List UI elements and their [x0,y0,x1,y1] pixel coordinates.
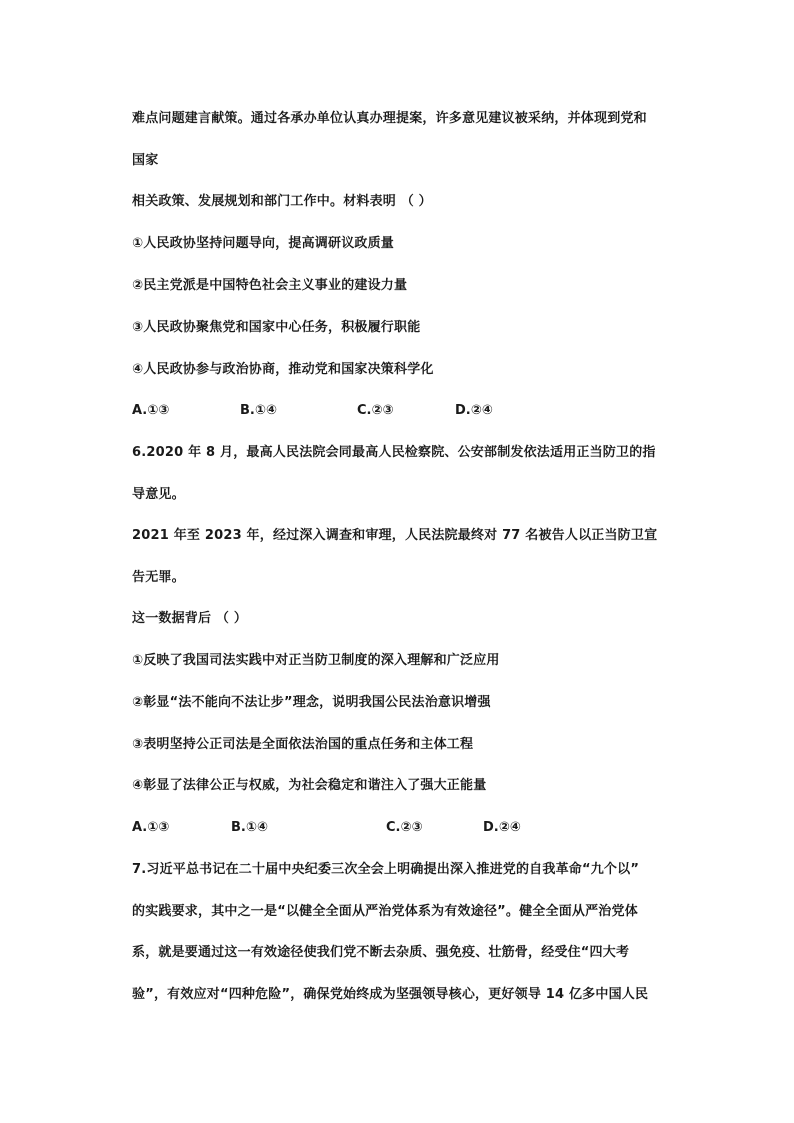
q6-option-b: B.①④ [231,820,268,835]
q6-text-line-4: 告无罪。 [132,570,185,585]
q5-statement-1: ①人民政协坚持问题导向，提高调研议政质量 [132,236,395,251]
q7-text-line-1: 7.习近平总书记在二十届中央纪委三次全会上明确提出深入推进党的自我革命“九个以” [132,862,640,877]
q6-statement-4: ④彰显了法律公正与权威，为社会稳定和谐注入了强大正能量 [132,778,487,793]
q6-option-c: C.②③ [386,820,423,835]
q7-text-line-2: 的实践要求，其中之一是“以健全全面从严治党体系为有效途径”。健全全面从严治党体 [132,904,638,919]
q5-option-a: A.①③ [132,403,170,418]
q5-option-d: D.②④ [455,403,493,418]
q5-option-c: C.②③ [357,403,394,418]
q5-text-line-3: 相关政策、发展规划和部门工作中。材料表明 （ ） [132,194,432,209]
q7-text-line-4: 验”，有效应对“四种危险”，确保党始终成为坚强领导核心，更好领导 14 亿多中国人民 [132,987,649,1002]
q6-text-line-5: 这一数据背后 （ ） [132,611,248,626]
q6-text-line-2: 导意见。 [132,487,185,502]
q6-statement-1: ①反映了我国司法实践中对正当防卫制度的深入理解和广泛应用 [132,653,500,668]
q6-text-line-1: 6.2020 年 8 月，最高人民法院会同最高人民检察院、公安部制发依法适用正当防卫的指 [132,445,656,460]
q5-statement-4: ④人民政协参与政治协商，推动党和国家决策科学化 [132,362,434,377]
q5-options [0,402,794,420]
q5-text-line-1: 难点问题建言献策。通过各承办单位认真办理提案，许多意见建议被采纳，并体现到党和 [132,111,647,126]
q5-statement-3: ③人民政协聚焦党和国家中心任务，积极履行职能 [132,320,421,335]
q6-option-d: D.②④ [483,820,521,835]
q6-statement-3: ③表明坚持公正司法是全面依法治国的重点任务和主体工程 [132,737,474,752]
q6-statement-2: ②彰显“法不能向不法让步”理念，说明我国公民法治意识增强 [132,695,491,710]
q5-option-b: B.①④ [240,403,277,418]
q6-text-line-3: 2021 年至 2023 年，经过深入调查和审理，人民法院最终对 77 名被告人以正当防卫宣 [132,528,658,543]
q5-statement-2: ②民主党派是中国特色社会主义事业的建设力量 [132,278,408,293]
q6-options [0,819,794,837]
q7-text-line-3: 系，就是要通过这一有效途径使我们党不断去杂质、强免疫、壮筋骨，经受住“四大考 [132,945,630,960]
q6-option-a: A.①③ [132,820,170,835]
q5-text-line-2: 国家 [132,153,159,168]
